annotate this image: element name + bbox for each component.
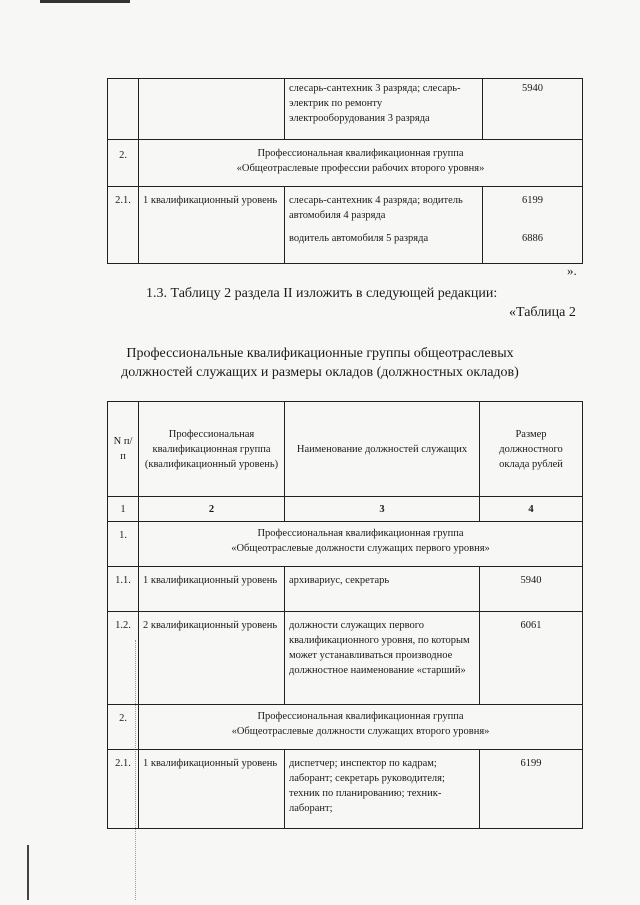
row-number: 2.1. [108,187,139,264]
position-names-a: слесарь-сантехник 4 разряда; водитель автомобиля 4 разряда [289,195,463,221]
group-number: 2. [108,140,139,187]
salary-value-a: 6199 [522,195,543,206]
salary-value: 6199 [480,750,583,829]
salary-value-b: 6886 [522,233,543,244]
table-row [108,612,583,705]
header-name: Наименование должностей служащих [285,402,480,497]
position-names: должности служащих первого квалификационного уровня, по которым может устанавливаться производное должностное наименование «старший» [285,612,480,705]
salary-values [483,187,583,264]
index-cell: 4 [480,497,583,522]
heading-line1: Профессиональные квалификационные группы общеотраслевых [126,346,514,361]
table-row [108,567,583,612]
position-names [285,187,483,264]
position-names: архивариус, секретарь [285,567,480,612]
instruction-text: 1.3. Таблицу 2 раздела II изложить в следующей редакции: [146,286,498,301]
position-names-b: водитель автомобиля 5 разряда [289,233,429,244]
index-cell: 2 [139,497,285,522]
position-names: слесарь-сантехник 3 разряда; слесарь-электрик по ремонту электрооборудования 3 разряда [285,79,483,140]
group-row [108,522,583,567]
index-cell: 3 [285,497,480,522]
header-row [108,402,583,497]
group-title [139,140,583,187]
group-number: 1. [108,522,139,567]
header-salary: Размер должностного оклада рублей [480,402,583,497]
table-label: «Таблица 2 [509,305,576,320]
table-continuation [107,78,583,264]
group-title-line2: «Общеотраслевые профессии рабочих второго уровня» [236,163,485,174]
group-row [108,140,583,187]
group-title-line1: Профессиональная квалификационная группа [257,148,464,159]
salary-table [107,401,583,829]
salary-value: 6061 [480,612,583,705]
index-row [108,497,583,522]
position-names: диспетчер; инспектор по кадрам; лаборант; секретарь руководителя; техник по планированию; техник-лаборант; [285,750,480,829]
group-title-line2: «Общеотраслевые должности служащих первого уровня» [231,543,490,554]
heading-line2: должностей служащих и размеры окладов (должностных окладов) [121,365,519,380]
table-row [108,750,583,829]
group-title [139,522,583,567]
group-title-line1: Профессиональная квалификационная группа [257,528,464,539]
scan-artifact-top [40,0,130,3]
qualification-level: 1 квалификационный уровень [139,750,285,829]
scan-artifact-left [27,845,29,900]
group-title-line2: «Общеотраслевые должности служащих второго уровня» [231,726,490,737]
qualification-level: 1 квалификационный уровень [139,187,285,264]
row-number: 1.1. [108,567,139,612]
row-number: 2.1. [108,750,139,829]
salary-value: 5940 [483,79,583,140]
table-row [108,79,583,140]
qualification-level: 2 квалификационный уровень [139,612,285,705]
group-row [108,705,583,750]
group-number: 2. [108,705,139,750]
group-title [139,705,583,750]
header-group: Профессиональная квалификационная группа (квалификационный уровень) [139,402,285,497]
salary-value: 5940 [480,567,583,612]
group-title-line1: Профессиональная квалификационная группа [257,711,464,722]
qualification-level: 1 квалификационный уровень [139,567,285,612]
closing-quote: ». [567,263,577,278]
row-number: 1.2. [108,612,139,705]
index-cell: 1 [108,497,139,522]
header-num: N п/п [108,402,139,497]
table-row [108,187,583,264]
